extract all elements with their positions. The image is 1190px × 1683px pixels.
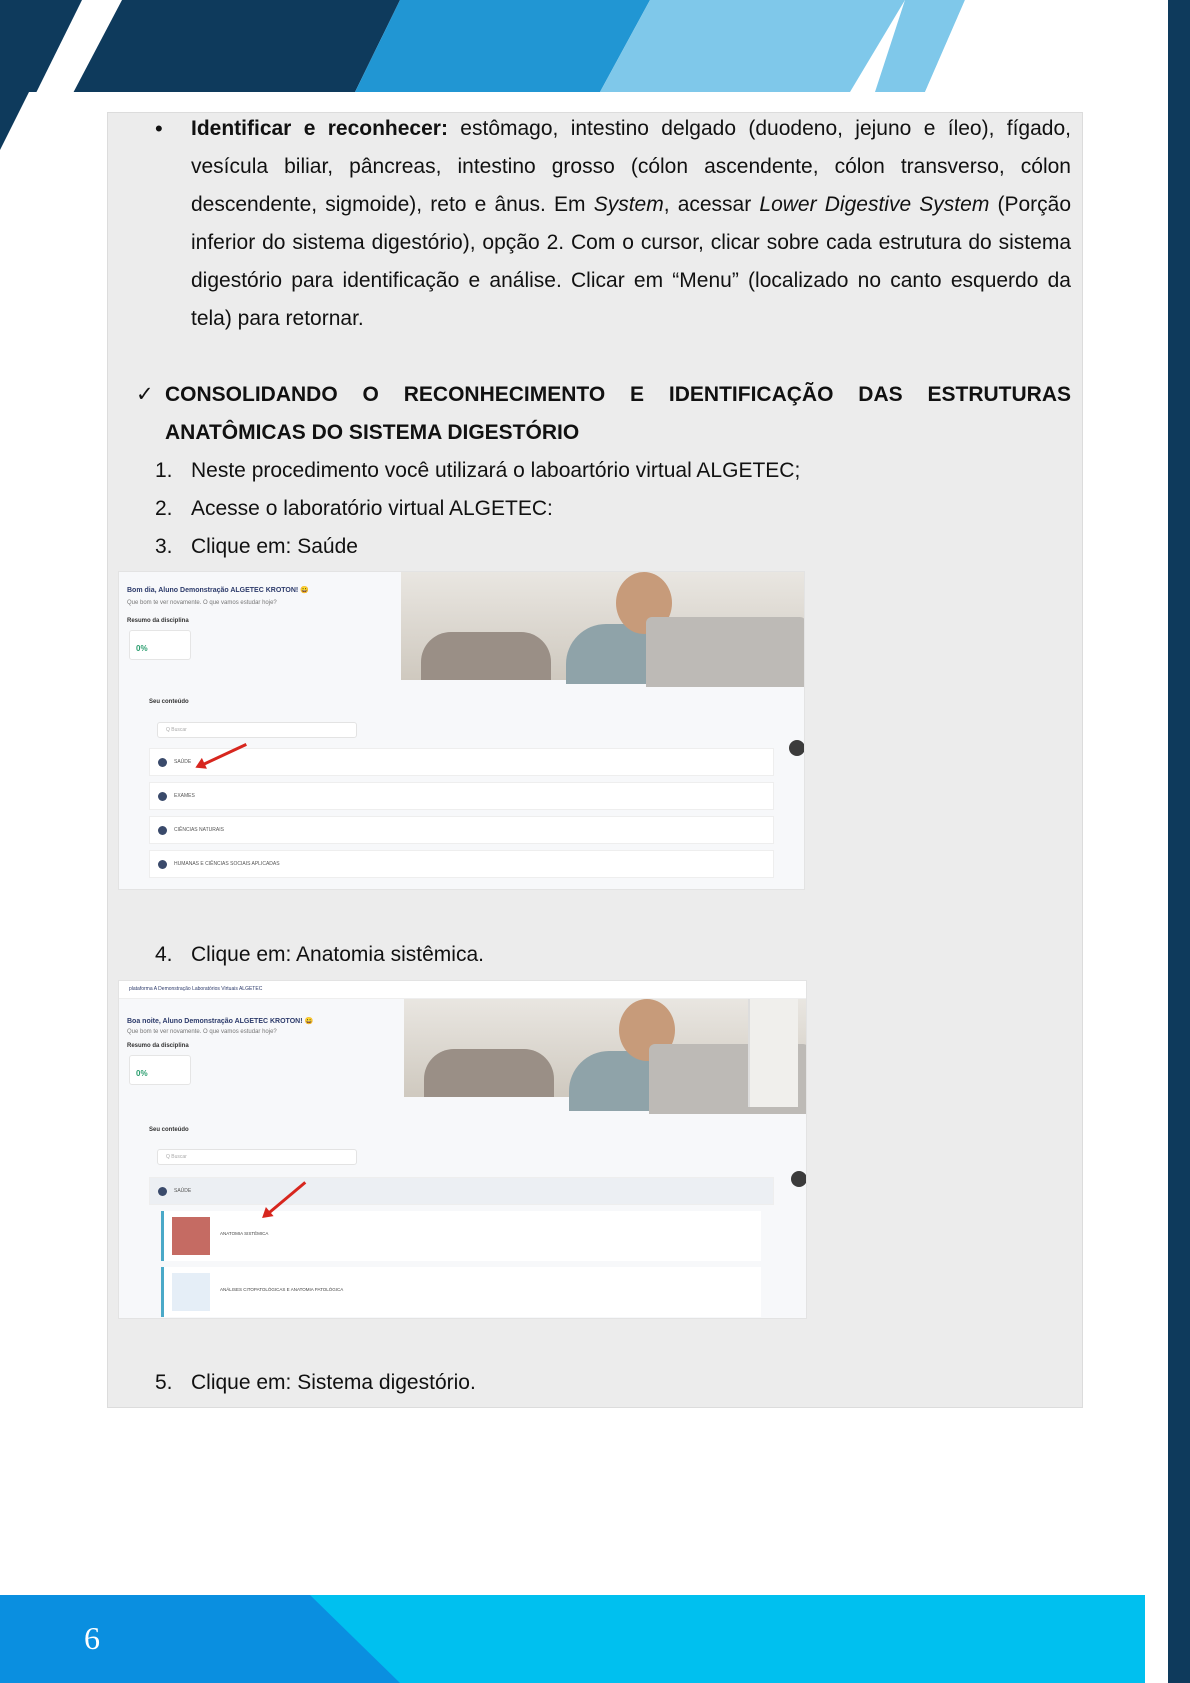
content-title: Seu conteúdo bbox=[149, 699, 189, 705]
screenshot-anatomia bbox=[118, 980, 807, 1319]
expand-icon bbox=[158, 758, 167, 767]
bullet-lead: Identificar e reconhecer: bbox=[191, 117, 448, 140]
row-humanas[interactable] bbox=[149, 850, 774, 878]
greeting-subtext: Que bom te ver novamente. O que vamos estudar hoje? bbox=[127, 600, 277, 606]
step-label: Clique em: Sistema digestório. bbox=[191, 1371, 476, 1394]
card-label: ANATOMIA SISTÊMICA bbox=[220, 1231, 269, 1236]
expand-icon bbox=[158, 860, 167, 869]
platform-brand: plataforma A Demonstração Laboratórios Virtuais ALGETEC bbox=[129, 986, 263, 992]
step-5 bbox=[150, 1364, 1050, 1402]
progress-value: 0% bbox=[136, 1069, 148, 1078]
step-label: Clique em: Anatomia sistêmica. bbox=[191, 943, 484, 966]
footer-accent bbox=[0, 1595, 400, 1683]
row-saude[interactable] bbox=[149, 748, 774, 776]
document-thumbnail bbox=[172, 1273, 210, 1311]
chat-icon[interactable] bbox=[791, 1171, 807, 1187]
bullet-marker: • bbox=[155, 116, 163, 141]
photo-door bbox=[748, 999, 798, 1107]
bullet-text-2: , acessar bbox=[663, 193, 760, 216]
progress-card bbox=[129, 1055, 191, 1085]
content-title: Seu conteúdo bbox=[149, 1127, 189, 1133]
card-analises[interactable] bbox=[161, 1267, 761, 1317]
page-number: 6 bbox=[84, 1620, 100, 1656]
search-input[interactable]: Q Buscar bbox=[157, 722, 357, 738]
row-exames[interactable] bbox=[149, 782, 774, 810]
collapse-icon bbox=[158, 1187, 167, 1196]
photo-laptop bbox=[646, 617, 805, 687]
step-label: Acesse o laboratório virtual ALGETEC: bbox=[191, 497, 553, 520]
bullet-text-3: (Porção inferior do sistema digestório), opção 2. Com o cursor, clicar sobre cada estrutura do sistema digestório para identificação e análise. Clicar em “Menu” (localizado no canto esquerdo da tela) para retornar. bbox=[191, 193, 1072, 330]
right-edge-bar bbox=[1168, 0, 1190, 1683]
step-number: 5. bbox=[155, 1371, 173, 1394]
row-label: EXAMES bbox=[174, 793, 195, 799]
step-1 bbox=[150, 452, 1050, 490]
chat-icon[interactable] bbox=[789, 740, 805, 756]
card-label: ANÁLISES CITOPATOLÓGICAS E ANATOMIA PATOLÓGICA bbox=[220, 1287, 344, 1292]
row-label: SAÚDE bbox=[174, 759, 192, 765]
greeting-subtext: Que bom te ver novamente. O que vamos estudar hoje? bbox=[127, 1029, 277, 1035]
step-number: 3. bbox=[155, 535, 173, 558]
bullet-italic-system: System bbox=[593, 193, 664, 216]
photo-sofa bbox=[424, 1049, 554, 1097]
section-heading: CONSOLIDANDO O RECONHECIMENTO E IDENTIFICAÇÃO DAS ESTRUTURAS ANATÔMICAS DO SISTEMA DIGESTÓRIO bbox=[165, 383, 1071, 444]
card-anatomia-sistemica[interactable] bbox=[161, 1211, 761, 1261]
progress-value: 0% bbox=[136, 644, 148, 653]
step-number: 2. bbox=[155, 497, 173, 520]
hero-photo bbox=[404, 999, 807, 1097]
step-label: Clique em: Saúde bbox=[191, 535, 358, 558]
check-icon: ✓ bbox=[136, 383, 154, 406]
step-number: 4. bbox=[155, 943, 173, 966]
greeting-text: Bom dia, Aluno Demonstração ALGETEC KROTON! 😀 bbox=[127, 587, 309, 594]
expand-icon bbox=[158, 792, 167, 801]
step-number: 1. bbox=[155, 459, 173, 482]
page-footer bbox=[0, 1595, 1145, 1683]
hero-photo bbox=[401, 572, 805, 680]
screenshot-saude bbox=[118, 571, 805, 890]
summary-label: Resumo da disciplina bbox=[127, 618, 189, 624]
step-4 bbox=[150, 936, 1050, 974]
expand-icon bbox=[158, 826, 167, 835]
greeting-text: Boa noite, Aluno Demonstração ALGETEC KROTON! 😀 bbox=[127, 1018, 314, 1025]
row-label: HUMANAS E CIÊNCIAS SOCIAIS APLICADAS bbox=[174, 861, 280, 867]
row-label: SAÚDE bbox=[174, 1188, 192, 1194]
search-input[interactable]: Q Buscar bbox=[157, 1149, 357, 1165]
bullet-text-1: estômago, intestino delgado (duodeno, jejuno e íleo), fígado, vesícula biliar, pâncreas, intestino grosso (cólon ascendente, cólon transverso, cólon descendente, sigmoide), reto e ânus. Em bbox=[191, 117, 1071, 216]
row-ciencias-naturais[interactable] bbox=[149, 816, 774, 844]
header-decoration bbox=[0, 0, 1190, 95]
anatomy-thumbnail bbox=[172, 1217, 210, 1255]
bullet-paragraph bbox=[191, 110, 1071, 338]
photo-sofa bbox=[421, 632, 551, 680]
step-3 bbox=[150, 528, 1050, 566]
step-2 bbox=[150, 490, 1050, 528]
top-nav bbox=[119, 981, 806, 999]
step-label: Neste procedimento você utilizará o laboartório virtual ALGETEC; bbox=[191, 459, 801, 482]
progress-card bbox=[129, 630, 191, 660]
row-saude[interactable] bbox=[149, 1177, 774, 1205]
row-label: CIÊNCIAS NATURAIS bbox=[174, 827, 224, 833]
bullet-italic-lower-digestive: Lower Digestive System bbox=[759, 193, 990, 216]
summary-label: Resumo da disciplina bbox=[127, 1043, 189, 1049]
